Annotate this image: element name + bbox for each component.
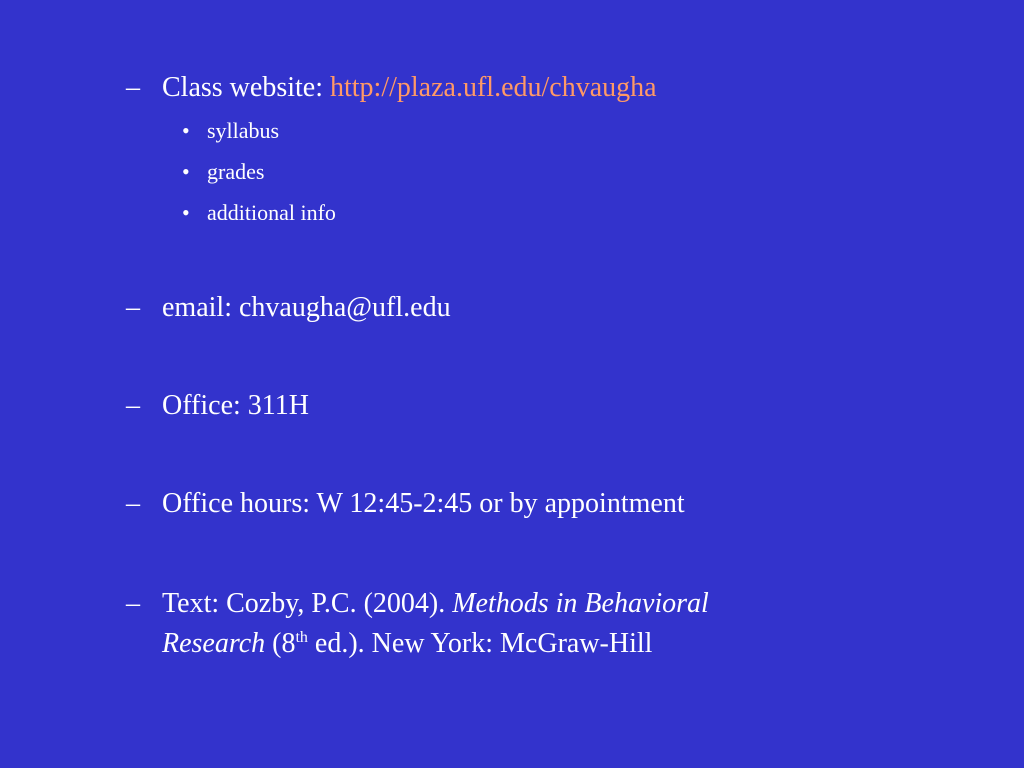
textbook-edition-sup: th	[295, 629, 308, 646]
textbook-title-part2: Research	[162, 628, 266, 659]
subitem-grades: grades	[207, 159, 265, 184]
dash-marker: –	[126, 390, 140, 421]
email-text: email: chvaugha@ufl.edu	[162, 292, 451, 323]
class-website-item	[126, 68, 657, 108]
office-text: Office: 311H	[162, 390, 309, 421]
subitem-additional-info: additional info	[207, 200, 336, 225]
class-website-subitems	[182, 110, 336, 233]
class-website-link[interactable]: http://plaza.ufl.edu/chvaugha	[330, 72, 657, 103]
dash-marker: –	[126, 292, 140, 323]
subitem-syllabus: syllabus	[207, 118, 280, 143]
textbook-title-part1: Methods in Behavioral	[452, 588, 709, 619]
textbook-edition-rest: ed.). New York: McGraw-Hill	[307, 628, 653, 659]
textbook-reference	[162, 584, 709, 664]
list-item	[182, 151, 336, 192]
dash-marker: –	[126, 488, 140, 519]
list-item	[182, 110, 336, 151]
textbook-prefix: Text: Cozby, P.C. (2004).	[162, 588, 453, 619]
dash-marker: –	[126, 588, 140, 619]
textbook-edition-open: (8	[265, 628, 296, 659]
bullet-marker: •	[182, 200, 190, 225]
office-item	[126, 386, 309, 426]
dash-marker: –	[126, 72, 140, 103]
class-website-label: Class website:	[162, 72, 330, 103]
bullet-marker: •	[182, 118, 190, 143]
list-item	[182, 192, 336, 233]
office-hours-text: Office hours: W 12:45-2:45 or by appointment	[162, 488, 685, 519]
textbook-item	[126, 584, 709, 664]
email-item	[126, 288, 451, 328]
bullet-marker: •	[182, 159, 190, 184]
office-hours-item	[126, 484, 685, 524]
